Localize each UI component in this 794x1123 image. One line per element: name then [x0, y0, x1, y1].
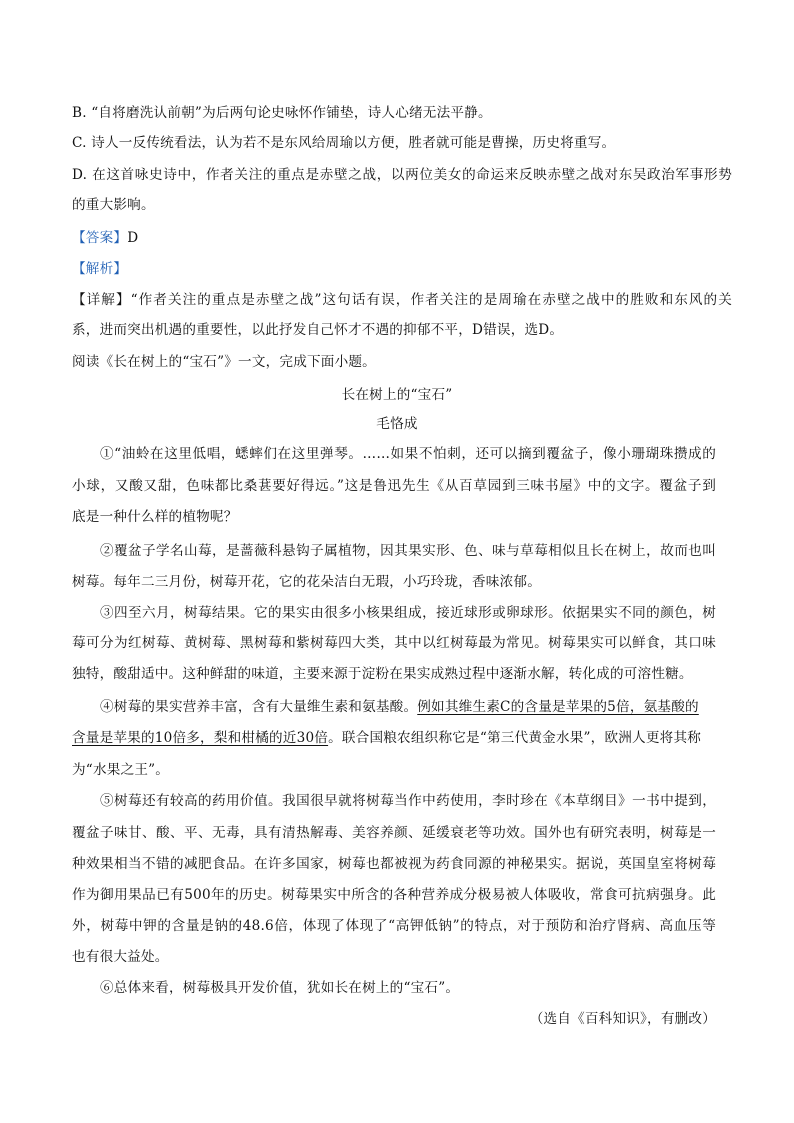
- p4-line2-underlined: 含量是苹果的10倍多，梨和柑橘的近30倍: [72, 730, 329, 746]
- option-b: B. “自将磨洗认前朝”为后两句论史咏怀作铺垫，诗人心绪无法平静。: [72, 105, 492, 121]
- analysis-tag: 【解析】: [72, 261, 128, 277]
- p1-line1: ①“油蛉在这里低唱，蟋蟀们在这里弹琴。……如果不怕刺，还可以摘到覆盆子，像小珊瑚珠攒成的: [100, 446, 716, 462]
- p4-line2-plain: 。联合国粮农组织称它是“第三代黄金水果”，欧洲人更将其称: [328, 730, 702, 746]
- p4-line2: [72, 728, 732, 748]
- p3-line2: 莓可分为红树莓、黄树莓、黑树莓和紫树莓四大类，其中以红树莓最为常见。树莓果实可以鲜食，其口味: [72, 635, 716, 651]
- p5-line5: 外，树莓中钾的含量是钠的48.6倍，体现了体现了“高钾低钠”的特点，对于预防和治疗肾病、高血压等: [72, 918, 716, 934]
- p6-line: ⑥总体来看，树莓极具开发价值，犹如长在树上的“宝石”。: [100, 980, 460, 996]
- option-c: C. 诗人一反传统看法，认为若不是东风给周瑜以方便，胜者就可能是曹操，历史将重写。: [72, 135, 616, 151]
- p5-line1: ⑤树莓还有较高的药用价值。我国很早就将树莓当作中药使用，李时珍在《本草纲目》一书中提到，: [100, 793, 716, 809]
- analysis-line: [72, 259, 732, 279]
- article-title: 长在树上的“宝石”: [341, 387, 453, 403]
- answer-line: [72, 228, 732, 248]
- article-author: 毛恪成: [376, 416, 418, 432]
- p1-line2: 小球，又酸又甜，色味都比桑葚要好得远。”这是鲁迅先生《从百草园到三味书屋》中的文字。覆盆子到: [72, 478, 716, 494]
- answer-tag: 【答案】: [72, 230, 128, 246]
- p4-line1: [100, 697, 716, 717]
- article-source: （选自《百科知识》，有删改）: [529, 1011, 716, 1027]
- p5-line6: 也有很大益处。: [72, 949, 169, 965]
- reading-instruction: 阅读《长在树上的“宝石”》一文，完成下面小题。: [72, 354, 376, 370]
- detail-text-1: “作者关注的重点是赤壁之战”这句话有误，作者关注的是周瑜在赤壁之战中的胜败和东风的关: [130, 292, 732, 308]
- p3-line3: 独特，酸甜适中。这种鲜甜的味道，主要来源于淀粉在果实成熟过程中逐渐水解，转化成的可溶性糖。: [72, 666, 693, 682]
- p3-line1: ③四至六月，树莓结果。它的果实由很多小核果组成，接近球形或卵球形。依据果实不同的颜色，树: [100, 605, 716, 621]
- p2-line2: 树莓。每年二三月份，树莓开花，它的花朵洁白无瑕，小巧玲珑，香味浓郁。: [72, 574, 541, 590]
- p1-line3: 底是一种什么样的植物呢？: [72, 509, 238, 525]
- detail-line1: [72, 290, 732, 310]
- p4-line1-plain: ④树莓的果实营养丰富，含有大量维生素和氨基酸。: [100, 699, 418, 715]
- p5-line4: 作为御用果品已有500年的历史。树莓果实中所含的各种营养成分极易被人体吸收，常食可抗病强身。此: [72, 887, 716, 903]
- option-d-line2: 的重大影响。: [72, 197, 155, 213]
- p5-line2: 覆盆子味甘、酸、平、无毒，具有清热解毒、美容养颜、延缓衰老等功效。国外也有研究表明，树莓是一: [72, 825, 716, 841]
- detail-line2: 系，进而突出机遇的重要性，以此抒发自己怀才不遇的抑郁不平，D错误，选D。: [72, 322, 564, 338]
- detail-tag: 【详解】: [72, 292, 131, 308]
- p5-line3: 种效果相当不错的减肥食品。在许多国家，树莓也都被视为药食同源的神秘果实。据说，英国皇室将树莓: [72, 856, 716, 872]
- p4-line3: 为“水果之王”。: [72, 762, 170, 778]
- p4-line1-underlined: 例如其维生素C的含量是苹果的5倍，氨基酸的: [417, 699, 699, 715]
- answer-value: D: [127, 230, 139, 246]
- option-d-line1: D. 在这首咏史诗中，作者关注的重点是赤壁之战，以两位美女的命运来反映赤壁之战对东吴政治军事形势: [72, 167, 732, 183]
- p2-line1: ②覆盆子学名山莓，是蔷薇科悬钩子属植物，因其果实形、色、味与草莓相似且长在树上，故而也叫: [100, 543, 716, 559]
